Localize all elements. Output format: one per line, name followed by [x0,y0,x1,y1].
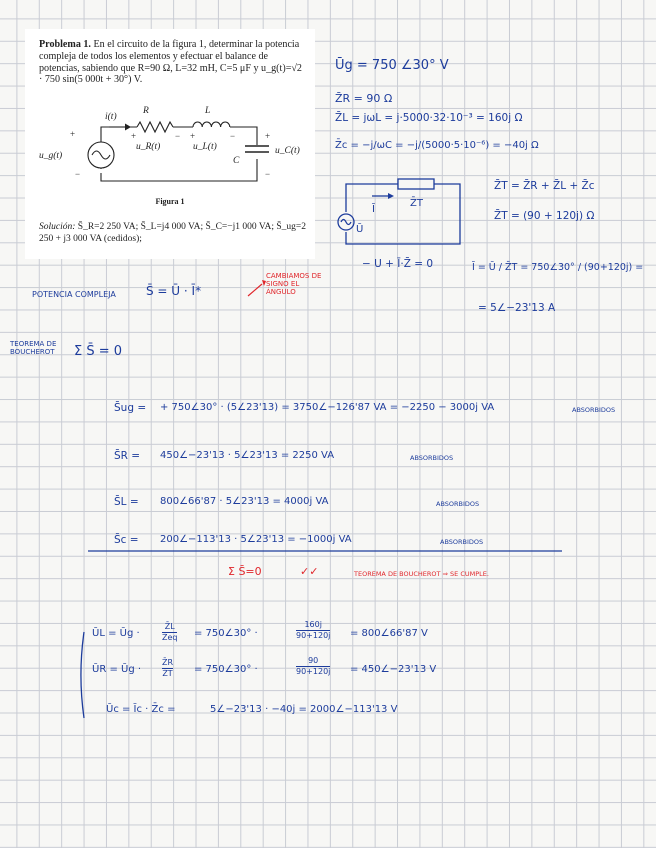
voltage-ur-frac [162,658,173,679]
svg-text:+: + [190,131,196,141]
complex-power-formula: S̄ = Ū · Ī* [146,284,202,298]
voltage-ul-num: Z̄L [162,622,177,633]
angle-sign-note: CAMBIAMOS DE SIGNO EL ÁNGULO [266,272,322,296]
sketch-u: Ū [356,224,364,235]
voltage-ul-mid: = 750∠30° · [194,628,258,639]
power-l-lhs: S̄L = [114,496,139,508]
balance-verdict: TEOREMA DE BOUCHEROT ⇒ SE CUMPLE. [354,570,489,578]
voltage-ur-num: Z̄R [162,658,174,667]
boucherot-formula: Σ S̄ = 0 [74,344,123,359]
given-zc: Z̄c = −j/ωC = −j/(5000·5·10⁻⁶) = −40j Ω [335,140,539,151]
svg-text:−: − [230,131,236,141]
ur-label: u_R(t) [136,142,161,152]
current-value: = 5∠−23'13 A [478,302,556,314]
voltage-ur-den: Z̄T [162,669,173,678]
current-label: i(t) [105,112,117,122]
voltage-uc-lhs: Ūc = Īc · Z̄c = [106,704,176,715]
power-r-expr: 450∠−23'13 · 5∠23'13 = 2250 VA [160,450,335,461]
svg-text:+: + [131,131,137,141]
voltage-ur-mid: = 750∠30° · [194,664,258,675]
svg-text:−: − [175,131,181,141]
boucherot-label: TEOREMA DE BOUCHEROT [10,340,57,356]
voltage-ur-num2: 90 [296,656,330,667]
solution-label: Solución: [39,222,76,232]
voltage-ur-den2: 90+120j [296,667,331,676]
voltage-ul-result: = 800∠66'87 V [350,628,428,639]
given-zr: Z̄R = 90 Ω [335,92,393,105]
voltage-ur-lhs: ŪR = Ūg · [92,664,142,675]
inductor-label: L [205,106,211,116]
sketch-i: Ī [372,204,375,215]
svg-text:+: + [265,131,271,141]
ul-label: u_L(t) [193,142,217,152]
capacitor-label: C [233,156,240,166]
given-zl: Z̄L = jωL = j·5000·32·10⁻³ = 160j Ω [335,112,523,124]
voltage-ul-den2: 90+120j [296,631,331,640]
zt-sum: Z̄T = Z̄R + Z̄L + Z̄c [494,180,595,192]
voltage-ul-den: Z̄eq [162,633,178,642]
solution-text: S̄_R=2 250 VA; S̄_L=j4 000 VA; S̄_C=−j1 000 VA; S̄_ug=2 250 + j3 000 VA (cedidos); [39,222,306,244]
power-c-status: ABSORBIDOS [440,538,484,546]
voltage-ur-result: = 450∠−23'13 V [350,664,437,675]
complex-power-label: POTENCIA COMPLEJA [32,290,116,299]
kvl-equation: − U + Ī·Z̄ = 0 [362,258,434,270]
power-c-lhs: S̄c = [114,534,139,546]
uc-label: u_C(t) [275,146,300,156]
problem-text: En el circuito de la figura 1, determinar la potencia compleja de todos los elementos y efectuar el balance de potencias, sabiendo que R=90 Ω, L=32 mH, C=5 μF y u_g(t)=√2 · 750 sin(5 000t + 30°) V. [39,39,302,86]
voltage-ul-num2: 160j [296,620,330,631]
problem-heading: Problema 1. [39,39,91,50]
power-l-expr: 800∠66'87 · 5∠23'13 = 4000j VA [160,496,329,507]
current-equation: Ī = Ū / Z̄T = 750∠30° / (90+120j) = [472,262,644,273]
power-ug-expr: + 750∠30° · (5∠23'13) = 3750∠−126'87 VA = −2250 − 3000j VA [160,402,495,413]
svg-text:−: − [265,169,271,179]
balance-sum: Σ S̄=0 [228,565,262,578]
power-r-status: ABSORBIDOS [410,454,454,462]
ug-label: u_g(t) [39,151,63,161]
power-c-expr: 200∠−113'13 · 5∠23'13 = −1000j VA [160,534,352,545]
zt-value: Z̄T = (90 + 120j) Ω [494,210,595,222]
resistor-label: R [143,106,149,116]
voltage-ul-frac [162,622,177,643]
power-ug-status: ABSORBIDOS [572,406,616,414]
power-l-status: ABSORBIDOS [436,500,480,508]
given-ug: Ūg = 750 ∠30° V [335,58,449,73]
voltage-ul-frac2 [296,620,330,641]
voltage-uc-result: 5∠−23'13 · −40j = 2000∠−113'13 V [210,704,398,715]
voltage-ul-lhs: ŪL = Ūg · [92,628,140,639]
balance-checks: ✓✓ [300,565,319,578]
voltage-ur-frac2 [296,656,330,677]
svg-text:+: + [70,129,76,139]
svg-text:−: − [75,169,81,179]
power-ug-lhs: S̄ug = [114,402,147,414]
figure-caption: Figura 1 [155,197,185,206]
power-r-lhs: S̄R = [114,450,141,462]
sketch-zt: Z̄T [410,198,423,209]
